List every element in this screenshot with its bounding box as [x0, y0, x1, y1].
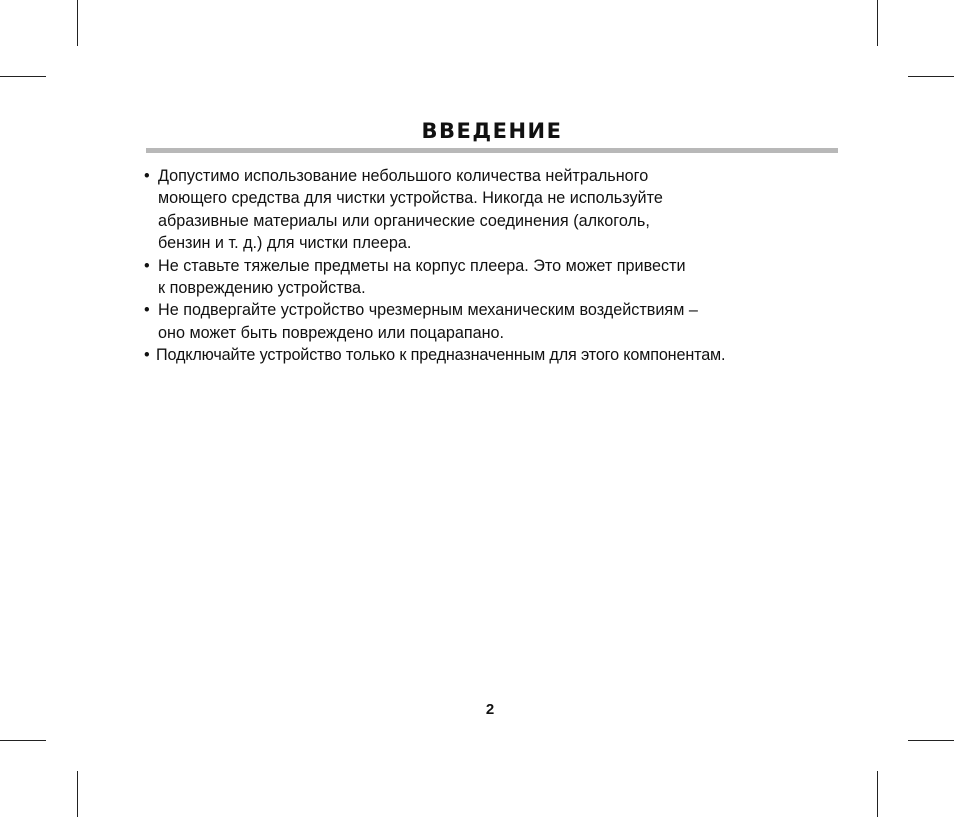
bullet-text: Не подвергайте устройство чрезмерным механическим воздействиям – оно может быть повреждено или поцарапано. [158, 301, 698, 342]
list-item [144, 344, 844, 366]
bullet-text: Не ставьте тяжелые предметы на корпус плеера. Это может привести к повреждению устройства. [158, 256, 686, 298]
page-number: 2 [485, 701, 495, 718]
crop-mark-top-right-vertical [877, 0, 878, 46]
crop-mark-top-left-vertical [77, 0, 78, 46]
title-underline [146, 148, 838, 153]
crop-mark-top-right-horizontal [908, 76, 954, 77]
list-item [144, 165, 844, 255]
crop-mark-bottom-left-horizontal [0, 740, 46, 741]
crop-mark-bottom-right-horizontal [908, 740, 954, 741]
crop-mark-bottom-right-vertical [877, 771, 878, 817]
bullet-icon: • [144, 256, 150, 275]
bullet-icon: • [144, 346, 150, 365]
bullet-icon: • [144, 167, 150, 185]
bullet-list [144, 165, 844, 367]
list-item [144, 299, 844, 344]
list-item [144, 255, 844, 300]
bullet-text: Допустимо использование небольшого количества нейтрального моющего средства для чистки устройства. Никогда не используйте абразивные материалы или органические соединения (алкоголь, бензин и т. д.) для чистки плеера. [158, 167, 663, 253]
bullet-text: Подключайте устройство только к предназначенным для этого компонентам. [156, 346, 726, 365]
bullet-icon: • [144, 301, 150, 320]
crop-mark-top-left-horizontal [0, 76, 46, 77]
crop-mark-bottom-left-vertical [77, 771, 78, 817]
page-title: ВВЕДЕНИЕ [421, 119, 563, 143]
